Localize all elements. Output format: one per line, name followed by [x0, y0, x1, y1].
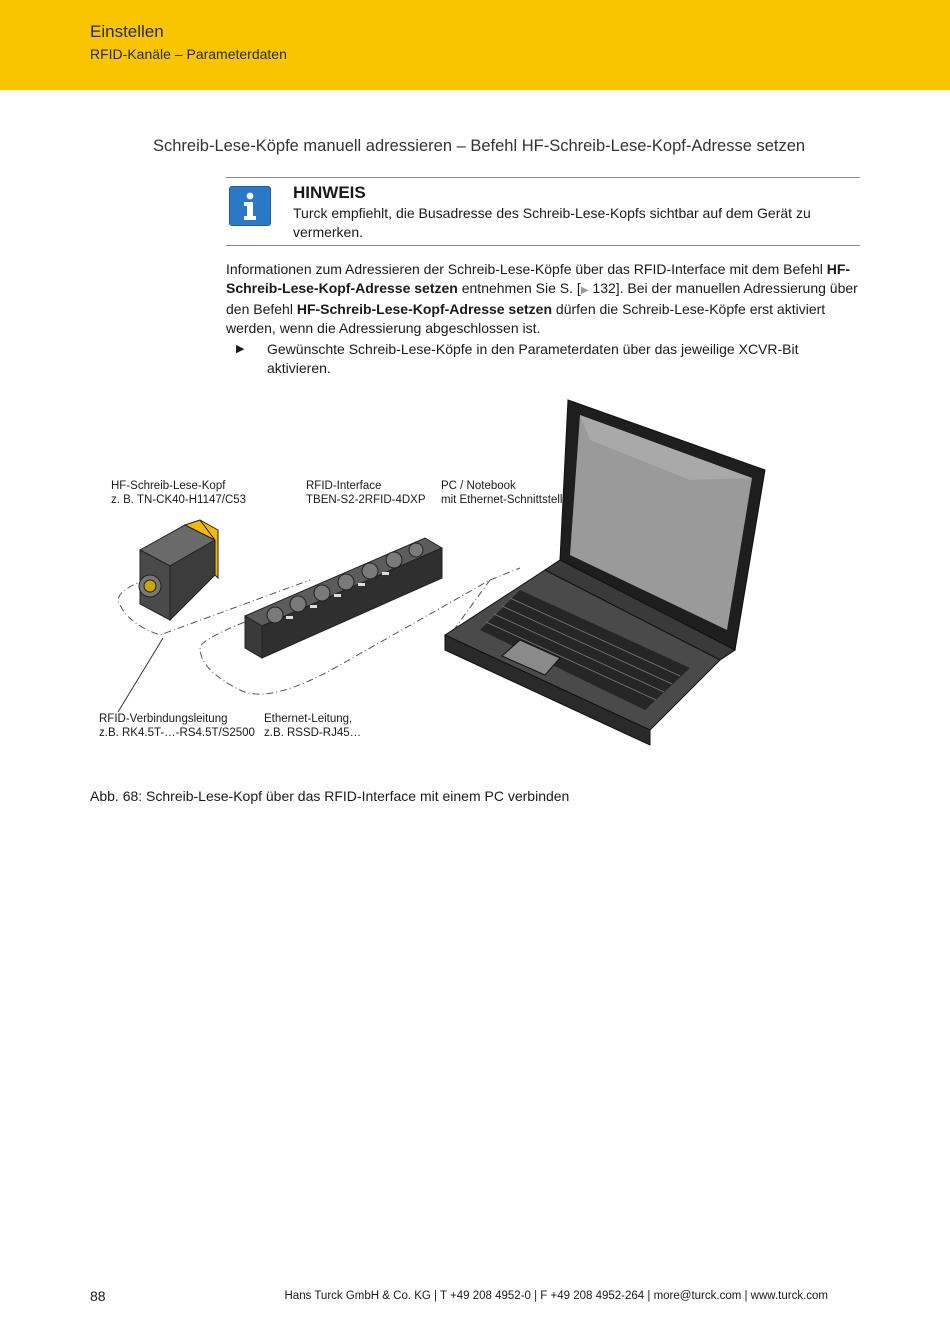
- rfid-interface-illustration: [245, 538, 442, 658]
- label-pc-notebook: PC / Notebook mit Ethernet-Schnittstelle: [441, 480, 569, 506]
- connection-figure: [90, 390, 860, 760]
- para-bold-2: HF-Schreib-Lese-Kopf-Adresse setzen: [296, 301, 553, 317]
- laptop-illustration: [445, 400, 765, 745]
- para-bold-1: HF-Schreib-Lese-Kopf-Adresse setzen: [226, 261, 851, 296]
- info-icon: [229, 186, 271, 226]
- label-ethernet-cable: Ethernet-Leitung, z.B. RSSD-RJ45…: [264, 713, 362, 739]
- bullet-arrow-icon: ▶: [236, 343, 245, 355]
- para-text-2: entnehmen Sie S. [: [457, 280, 581, 296]
- page-ref-arrow-icon[interactable]: ▶: [580, 285, 589, 296]
- footer-contact: Hans Turck GmbH & Co. KG | T +49 208 4952-0 | F +49 208 4952-264 | more@turck.com | www.turck.com: [284, 1290, 828, 1302]
- page-number: 88: [90, 1288, 106, 1304]
- para-text-4: dürfen die Schreib-Lese-Köpfe erst aktiviert werden, wenn die Adressierung abgeschlossen ist.: [226, 301, 826, 336]
- header-title: Einstellen: [90, 22, 164, 41]
- header-band: [0, 0, 950, 90]
- label-rfid-cable: RFID-Verbindungsleitung z.B. RK4.5T-…-RS4.5T/S2500: [99, 713, 255, 739]
- figure-caption: Abb. 68: Schreib-Lese-Kopf über das RFID-Interface mit einem PC verbinden: [90, 788, 570, 804]
- label-rfid-head: HF-Schreib-Lese-Kopf z. B. TN-CK40-H1147/C53: [111, 480, 247, 506]
- header-subtitle: RFID-Kanäle – Parameterdaten: [90, 46, 287, 62]
- section-heading: Schreib-Lese-Köpfe manuell adressieren – Befehl HF-Schreib-Lese-Kopf-Adresse setzen: [153, 137, 806, 155]
- notice-text: Turck empfiehlt, die Busadresse des Schreib-Lese-Kopfs sichtbar auf dem Gerät zu vermerken.: [293, 205, 811, 240]
- rfid-head-illustration: [139, 520, 218, 620]
- body-paragraph: [226, 260, 862, 338]
- cable-leader-line: [118, 638, 163, 712]
- para-text-1: Informationen zum Adressieren der Schreib-Lese-Köpfe über das RFID-Interface mit dem Befehl: [226, 261, 827, 277]
- para-text-3: 132]. Bei der manuellen Adressierung über den Befehl: [226, 280, 858, 317]
- label-rfid-interface: RFID-Interface TBEN-S2-2RFID-4DXP: [306, 480, 426, 506]
- notice-title: HINWEIS: [293, 183, 366, 202]
- bullet-text: Gewünschte Schreib-Lese-Köpfe in den Parameterdaten über das jeweilige XCVR-Bit aktivieren.: [267, 341, 799, 376]
- figure-illustration: [90, 390, 860, 760]
- notice-box: [226, 177, 860, 246]
